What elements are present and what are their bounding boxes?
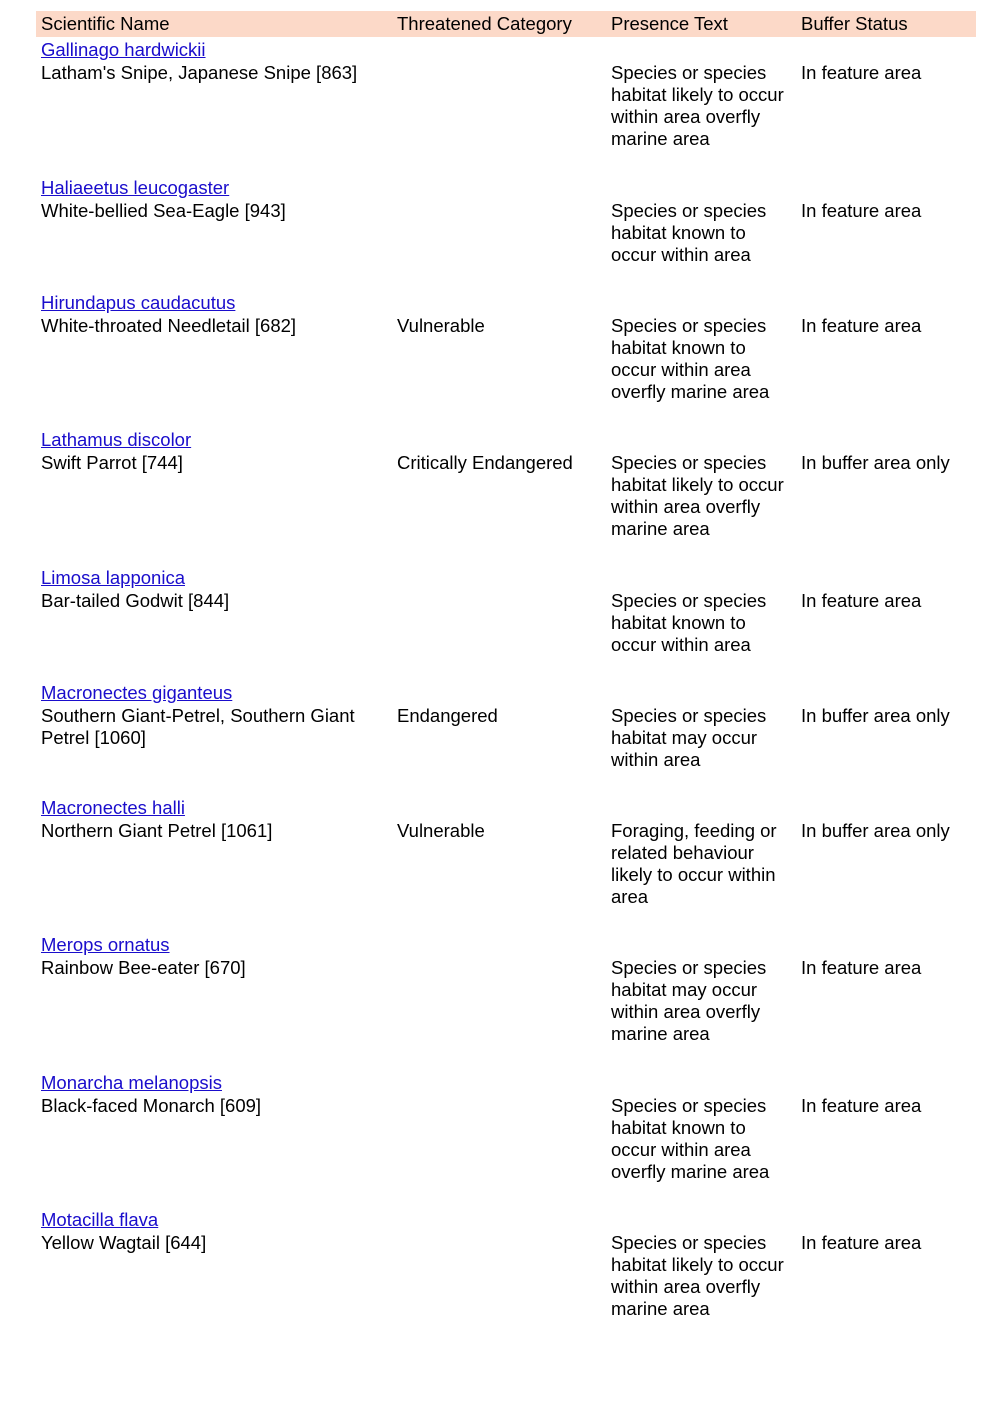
common-name: Northern Giant Petrel [1061] — [41, 819, 273, 841]
common-name: White-bellied Sea-Eagle [943] — [41, 199, 286, 221]
scientific-name-link[interactable]: Macronectes halli — [41, 796, 185, 818]
header-threatened-category: Threatened Category — [397, 13, 572, 34]
buffer-status: In feature area — [801, 314, 922, 336]
buffer-status: In feature area — [801, 62, 922, 83]
table-row — [36, 565, 976, 680]
table-row — [36, 932, 976, 1070]
buffer-status: In buffer area only — [801, 452, 950, 473]
scientific-name-link[interactable]: Lathamus discolor — [41, 429, 192, 450]
threatened-category: Critically Endangered — [397, 452, 573, 473]
presence-text: Species or species habitat likely to occur within area overfly marine area — [611, 452, 784, 539]
buffer-status: In feature area — [801, 589, 922, 611]
header-presence-text: Presence Text — [611, 13, 728, 34]
buffer-status: In feature area — [801, 957, 922, 978]
table-body — [36, 37, 976, 1345]
threatened-category: Vulnerable — [397, 819, 485, 841]
threatened-category: Vulnerable — [397, 314, 485, 336]
common-name: Latham's Snipe, Japanese Snipe [863] — [41, 62, 358, 83]
threatened-category: Endangered — [397, 704, 498, 726]
scientific-name-link[interactable]: Haliaeetus leucogaster — [41, 176, 230, 198]
presence-text: Species or species habitat known to occur within area overfly marine area — [611, 314, 770, 402]
presence-text: Species or species habitat likely to occur within area overfly marine area — [611, 1232, 784, 1319]
scientific-name-link[interactable]: Limosa lapponica — [41, 566, 185, 588]
common-name: Black-faced Monarch [609] — [41, 1094, 262, 1116]
common-name: Swift Parrot [744] — [41, 452, 183, 473]
header-buffer-status: Buffer Status — [801, 13, 908, 34]
species-table — [36, 11, 976, 1345]
presence-text: Species or species habitat may occur within area — [611, 704, 767, 770]
table-row — [36, 175, 976, 290]
buffer-status: In feature area — [801, 1094, 922, 1116]
buffer-status: In feature area — [801, 1232, 922, 1253]
scientific-name-link[interactable]: Monarcha melanopsis — [41, 1071, 222, 1093]
common-name: Southern Giant-Petrel, Southern Giant Petrel [1060] — [41, 704, 355, 748]
common-name: Rainbow Bee-eater [670] — [41, 957, 246, 978]
scientific-name-link[interactable]: Macronectes giganteus — [41, 681, 233, 703]
table-row — [36, 1070, 976, 1208]
presence-text: Species or species habitat likely to occur within area overfly marine area — [611, 62, 784, 149]
table-header — [36, 11, 976, 37]
table-row — [36, 37, 976, 175]
header-scientific-name: Scientific Name — [41, 13, 170, 34]
scientific-name-link[interactable]: Gallinago hardwickii — [41, 39, 206, 60]
common-name: Bar-tailed Godwit [844] — [41, 589, 230, 611]
presence-text: Species or species habitat known to occur within area — [611, 589, 767, 655]
presence-text: Foraging, feeding or related behaviour likely to occur within area — [611, 819, 777, 907]
table-row — [36, 1207, 976, 1345]
scientific-name-link[interactable]: Motacilla flava — [41, 1209, 159, 1230]
buffer-status: In buffer area only — [801, 819, 950, 841]
table-row — [36, 290, 976, 428]
presence-text: Species or species habitat may occur within area overfly marine area — [611, 957, 767, 1044]
common-name: Yellow Wagtail [644] — [41, 1232, 207, 1253]
presence-text: Species or species habitat known to occur within area overfly marine area — [611, 1094, 770, 1182]
table-row — [36, 795, 976, 933]
scientific-name-link[interactable]: Merops ornatus — [41, 934, 170, 955]
presence-text: Species or species habitat known to occur within area — [611, 199, 767, 265]
table-row — [36, 427, 976, 565]
scientific-name-link[interactable]: Hirundapus caudacutus — [41, 291, 236, 313]
buffer-status: In feature area — [801, 199, 922, 221]
common-name: White-throated Needletail [682] — [41, 314, 297, 336]
buffer-status: In buffer area only — [801, 704, 950, 726]
table-row — [36, 680, 976, 795]
